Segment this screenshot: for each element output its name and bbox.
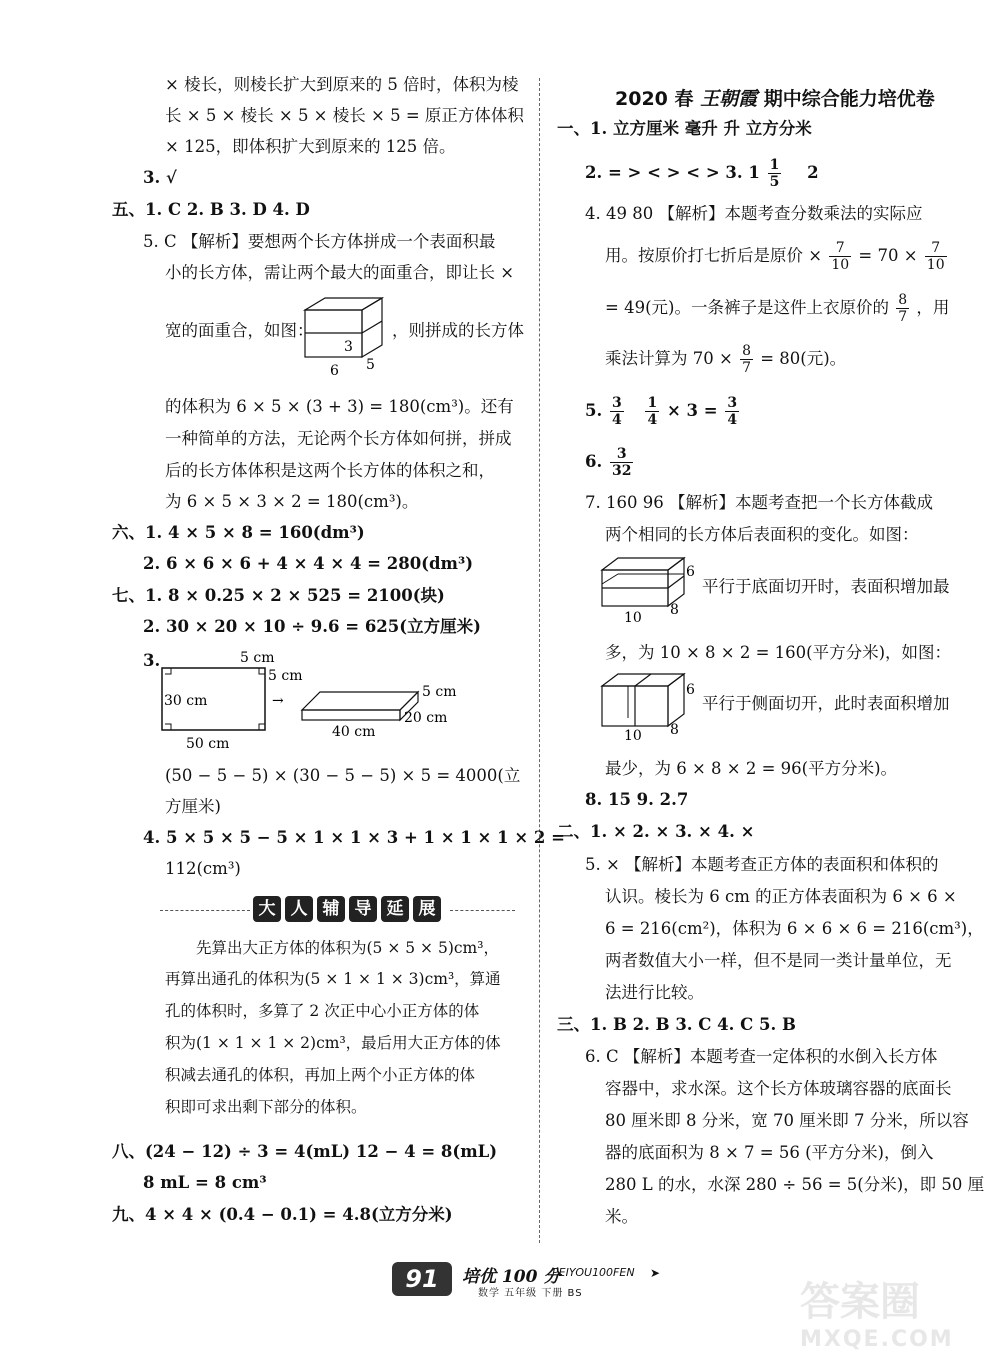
net-bottom-label: 50 cm [186, 736, 230, 752]
text-line: 4. 49 80 【解析】本题考查分数乘法的实际应 [585, 204, 923, 223]
text-line: 平行于侧面切开，此时表面积增加 [702, 694, 950, 713]
banner-char: 展 [413, 896, 441, 922]
arrow-icon: ➤ [650, 1266, 661, 1280]
stacked-cuboid-figure [300, 295, 390, 380]
fraction: $\frac{7}{10}$ [926, 240, 945, 273]
dim-depth-label: 8 [670, 602, 679, 618]
banner-title [253, 896, 441, 922]
text-line: 为 6 × 5 × 3 × 2 = 180(cm³)。 [165, 492, 419, 511]
dim-height-label: 6 [686, 564, 695, 580]
answer-text: 5. [585, 401, 603, 420]
net-top-label: 5 cm [240, 650, 275, 666]
text-line: 2. 6 × 6 × 6 + 4 × 4 × 4 = 280(dm³) [143, 554, 474, 573]
answer-text: = 80(元)。 [760, 349, 847, 368]
text-line: × 125，即体积扩大到原来的 125 倍。 [165, 137, 456, 156]
fraction: $\frac{8}{7}$ [898, 292, 908, 325]
text-line: 7. 160 96 【解析】本题考查把一个长方体截成 [585, 493, 933, 512]
extension-banner [160, 896, 515, 926]
answer-row [585, 395, 741, 428]
text-line: 8 mL = 8 cm³ [143, 1173, 267, 1192]
text-line: 多，为 10 × 8 × 2 = 160(平方分米)，如图： [605, 643, 952, 662]
footer-subtitle: 数学 五年级 下册 BS [478, 1288, 583, 1299]
box-width-label: 40 cm [332, 724, 376, 740]
page-footer [392, 1262, 682, 1302]
banner-char: 大 [253, 896, 281, 922]
text-line: 孔的体积时，多算了 2 次正中心小正方体的体 [165, 1002, 480, 1020]
section-two: 二、1. × 2. × 3. × 4. × [557, 822, 755, 841]
text-line: 4. 5 × 5 × 5 − 5 × 1 × 1 × 3 + 1 × 1 × 1 × 2 = [143, 828, 565, 847]
section-nine: 九、4 × 4 × (0.4 − 0.1) = 4.8(立方分米) [112, 1205, 453, 1224]
banner-left-dots [160, 910, 250, 911]
text-line: 小的长方体，需让两个最大的面重合，即让长 × [165, 263, 515, 282]
text-line: 6. C 【解析】本题考查一定体积的水倒入长方体 [585, 1047, 938, 1066]
text-line: 宽的面重合，如图： [165, 321, 314, 340]
text-line: 积为(1 × 1 × 1 × 2)cm³，最后用大正方体的体 [165, 1034, 501, 1052]
box-depth-label: 20 cm [404, 710, 448, 726]
banner-char: 辅 [317, 896, 345, 922]
fraction: $\frac{7}{10}$ [831, 240, 850, 273]
title-year: 2020 春 [615, 88, 694, 110]
text-line: 的体积为 6 × 5 × (3 + 3) = 180(cm³)。还有 [165, 397, 514, 416]
text-line: 认识。棱长为 6 cm 的正方体表面积为 6 × 6 × [605, 887, 957, 906]
text-line: 最少，为 6 × 8 × 2 = 96(平方分米)。 [605, 759, 898, 778]
fraction: $\frac{3}{32}$ [611, 446, 632, 479]
text-line: 后的长方体体积是这两个长方体的体积之和， [165, 461, 495, 480]
text-line: 3. [143, 651, 161, 670]
text-line: 长 × 5 × 棱长 × 5 × 棱长 × 5 = 原正方体体积 [165, 106, 524, 125]
dim-depth-label: 8 [670, 722, 679, 738]
banner-char: 延 [381, 896, 409, 922]
net-left-label: 30 cm [164, 693, 208, 709]
section-three: 三、1. B 2. B 3. C 4. C 5. B [557, 1015, 796, 1034]
text-line: 280 L 的水，水深 280 ÷ 56 = 5(分米)，即 50 厘 [605, 1175, 985, 1194]
answer-row [605, 240, 949, 273]
answer-text: ，用 [916, 298, 950, 317]
section-one: 一、1. 立方厘米 毫升 升 立方分米 [557, 119, 812, 138]
arrow-icon: → [272, 693, 284, 709]
text-line: 两个相同的长方体后表面积的变化。如图： [605, 525, 919, 544]
text-line: 器的底面积为 8 × 7 = 56 (平方分米)，倒入 [605, 1143, 934, 1162]
answer-text: = 70 × [858, 246, 918, 265]
watermark-title: 答案圈 [800, 1279, 920, 1325]
answer-text: = 49(元)。一条裤子是这件上衣原价的 [605, 298, 889, 317]
dim-depth-label: 5 [366, 357, 375, 373]
banner-char: 人 [285, 896, 313, 922]
footer-brand: 培优 100 分 [462, 1267, 561, 1287]
fraction: $\frac{1}{4}$ [647, 395, 658, 428]
text-line: 先算出大正方体的体积为(5 × 5 × 5)cm³， [196, 939, 499, 957]
cut-vertical-figure [600, 672, 700, 742]
answer-row [605, 292, 949, 325]
text-line: (50 − 5 − 5) × (30 − 5 − 5) × 5 = 4000(立 [165, 766, 521, 785]
title-brand: 王朝霞 [700, 88, 758, 110]
text-line: 两者数值大小一样，但不是同一类计量单位，无 [605, 951, 952, 970]
watermark-url: MXQE.COM [800, 1327, 954, 1352]
answer-text: 6. [585, 452, 603, 471]
page-title [615, 84, 935, 111]
section-five: 五、1. C 2. B 3. D 4. D [112, 200, 310, 219]
text-line: 5. C 【解析】要想两个长方体拼成一个表面积最 [143, 232, 496, 251]
fraction: $\frac{8}{7}$ [742, 343, 751, 376]
banner-char: 导 [349, 896, 377, 922]
text-line: 8. 15 9. 2.7 [585, 790, 689, 809]
text-line: 法进行比较。 [605, 983, 704, 1002]
fraction: $\frac{3}{4}$ [611, 395, 622, 428]
dim-width-label: 6 [330, 363, 339, 379]
answer-text: 2 [807, 163, 819, 182]
text-line: 米。 [605, 1207, 638, 1226]
net-corner-label: 5 cm [268, 668, 303, 684]
section-eight: 八、(24 − 12) ÷ 3 = 4(mL) 12 − 4 = 8(mL) [112, 1142, 498, 1161]
dim-height-label: 6 [686, 682, 695, 698]
answer-row [585, 157, 819, 190]
footer-brand-latin: PEIYOU100FEN [552, 1266, 635, 1279]
text-line: 积即可求出剩下部分的体积。 [165, 1098, 367, 1116]
text-line: 方厘米) [165, 797, 221, 816]
text-line: × 棱长，则棱长扩大到原来的 5 倍时，体积为棱 [165, 75, 519, 94]
box-net-figure [160, 650, 480, 750]
dim-width-label: 10 [624, 610, 642, 626]
page-number: 91 [392, 1262, 452, 1296]
text-line: 6 = 216(cm²)，体积为 6 × 6 × 6 = 216(cm³)， [605, 919, 984, 938]
box-height-label: 5 cm [422, 684, 457, 700]
answer-text: 用。按原价打七折后是原价 × [605, 246, 823, 265]
section-seven: 七、1. 8 × 0.25 × 2 × 525 = 2100(块) [112, 586, 445, 605]
cut-horizontal-figure [600, 556, 700, 626]
text-line: 112(cm³) [165, 859, 241, 878]
text-line: 2. 30 × 20 × 10 ÷ 9.6 = 625(立方厘米) [143, 617, 481, 636]
banner-right-dots [450, 910, 515, 911]
text-line: 80 厘米即 8 分米，宽 70 厘米即 7 分米，所以容 [605, 1111, 969, 1130]
answer-row [585, 446, 635, 479]
answer-text: 乘法计算为 70 × [605, 349, 733, 368]
title-text: 期中综合能力培优卷 [763, 88, 935, 110]
text-line: 5. × 【解析】本题考查正方体的表面积和体积的 [585, 855, 939, 874]
fraction: $\frac{1}{5}$ [769, 157, 780, 190]
text-line: 积减去通孔的体积，再加上两个小正方体的体 [165, 1066, 476, 1084]
text-line: 再算出通孔的体积为(5 × 1 × 1 × 3)cm³，算通 [165, 970, 501, 988]
dim-height-label: 3 [344, 339, 353, 355]
text-line: 一种简单的方法，无论两个长方体如何拼，拼成 [165, 429, 512, 448]
answer-row [605, 343, 846, 376]
dim-width-label: 10 [624, 728, 642, 744]
answer-text: 2. = > < > < > 3. 1 [585, 163, 760, 182]
text-line: 平行于底面切开时，表面积增加最 [702, 577, 950, 596]
answer-text: × 3 = [666, 401, 718, 420]
text-line: ，则拼成的长方体 [392, 321, 524, 340]
text-line: 容器中，求水深。这个长方体玻璃容器的底面长 [605, 1079, 952, 1098]
section-six: 六、1. 4 × 5 × 8 = 160(dm³) [112, 523, 365, 542]
fraction: $\frac{3}{4}$ [727, 395, 738, 428]
text-line: 3. √ [143, 168, 177, 187]
column-divider [539, 78, 540, 1243]
watermark [800, 1270, 980, 1360]
